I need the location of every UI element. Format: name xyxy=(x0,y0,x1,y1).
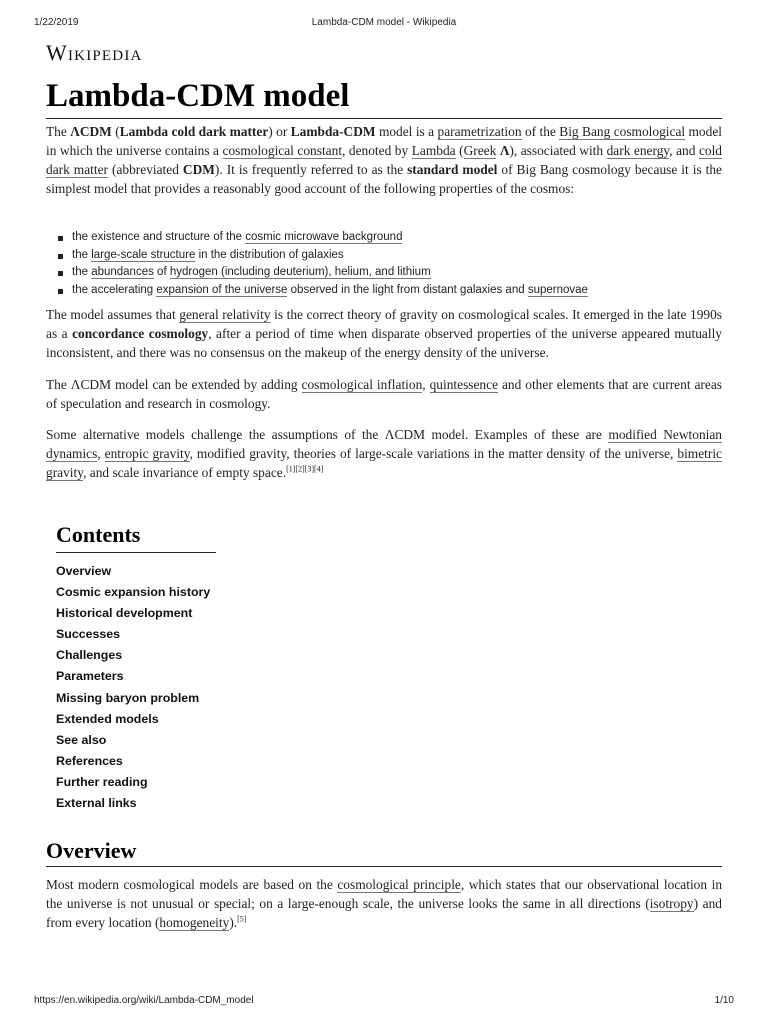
toc-item-challenges[interactable]: Challenges xyxy=(56,648,123,663)
print-url: https://en.wikipedia.org/wiki/Lambda-CDM_model xyxy=(34,995,254,1006)
citation-ref[interactable]: [5] xyxy=(237,914,247,924)
toc-item-historical-development[interactable]: Historical development xyxy=(56,606,193,621)
list-item: the abundances of hydrogen (including deuterium), helium, and lithium xyxy=(46,264,722,282)
print-footer xyxy=(0,995,768,1009)
link-isotropy[interactable]: isotropy xyxy=(649,896,694,911)
list-item: the large-scale structure in the distribution of galaxies xyxy=(46,247,722,265)
paragraph-alternatives: Some alternative models challenge the assumptions of the ΛCDM model. Examples of these are modified Newtonian dynamics, entropic gravity, modified gravity, theories of large-scale variations in the matter density of the universe, bimetric gravity, and scale invariance of empty space.[1][2][3][4] xyxy=(46,427,723,480)
toc-item-further-reading[interactable]: Further reading xyxy=(56,774,148,789)
link-nucleosynthesis[interactable]: hydrogen (including deuterium), helium, and lithium xyxy=(169,266,431,278)
link-homogeneity[interactable]: homogeneity xyxy=(159,915,230,930)
link-cosmological-principle[interactable]: cosmological principle xyxy=(337,877,461,892)
page-title: Lambda-CDM model xyxy=(46,76,722,119)
link-cold-dark-matter[interactable]: cold dark matter xyxy=(46,143,723,177)
table-of-contents xyxy=(56,520,226,814)
print-page-number: 1/10 xyxy=(714,995,734,1006)
properties-list xyxy=(46,229,722,299)
link-bimetric-gravity[interactable]: bimetric gravity xyxy=(46,446,722,480)
toc-item-external-links[interactable]: External links xyxy=(56,796,137,811)
list-item: the accelerating expansion of the universe observed in the light from distant galaxies and supernovae xyxy=(46,282,722,300)
paragraph-model-assumptions: The model assumes that general relativity is the correct theory of gravity on cosmological scales. It emerged in the late 1990s as a concordance cosmology, after a period of time when disparate observed properties of the universe appeared mutually inconsistent, and there was no consensus on the makeup of the energy density of the universe. xyxy=(46,307,723,360)
link-cosmological-constant[interactable]: cosmological constant xyxy=(222,143,343,158)
link-cmb[interactable]: cosmic microwave background xyxy=(245,231,403,243)
link-dark-energy[interactable]: dark energy xyxy=(606,143,670,158)
toc-item-missing-baryon-problem[interactable]: Missing baryon problem xyxy=(56,690,200,705)
toc-item-references[interactable]: References xyxy=(56,753,123,768)
link-mond[interactable]: modified Newtonian dynamics xyxy=(46,427,723,461)
link-abundances[interactable]: abundances xyxy=(91,266,154,278)
link-supernovae[interactable]: supernovae xyxy=(527,283,588,296)
intro-paragraph: The ΛCDM (Lambda cold dark matter) or Lambda-CDM model is a parametrization of the Big Bang cosmological model in which the universe contains a cosmological constant, denoted by Lambda (Greek Λ), associated with dark energy, and cold dark matter (abbreviated CDM). It is frequently referred to as the standard model of Big Bang cosmology because it is the simplest model that provides a reasonably good account of the following properties of the cosmos: xyxy=(46,124,723,196)
link-cosmological-inflation[interactable]: cosmological inflation xyxy=(301,377,423,392)
link-big-bang-cosmological[interactable]: Big Bang cosmological xyxy=(559,124,686,139)
link-large-scale-structure[interactable]: large-scale structure xyxy=(91,248,196,261)
section-heading-overview: Overview xyxy=(46,836,722,867)
citation-refs[interactable]: [1][2][3][4] xyxy=(286,464,324,474)
link-general-relativity[interactable]: general relativity xyxy=(179,307,271,322)
toc-item-overview[interactable]: Overview xyxy=(56,564,112,578)
print-date: 1/22/2019 xyxy=(34,17,79,28)
toc-item-parameters[interactable]: Parameters xyxy=(56,669,124,684)
wikipedia-wordmark: Wikipedia xyxy=(46,40,143,65)
toc-item-cosmic-expansion-history[interactable]: Cosmic expansion history xyxy=(56,585,211,600)
toc-item-see-also[interactable]: See also xyxy=(56,732,107,747)
link-greek[interactable]: Greek xyxy=(463,143,497,158)
print-page-title: Lambda-CDM model - Wikipedia xyxy=(311,17,457,28)
print-header xyxy=(0,17,768,31)
toc-item-successes[interactable]: Successes xyxy=(56,627,121,642)
link-lambda[interactable]: Lambda xyxy=(411,143,456,158)
toc-item-extended-models[interactable]: Extended models xyxy=(56,711,159,726)
list-item: the existence and structure of the cosmic microwave background xyxy=(46,229,722,247)
link-entropic-gravity[interactable]: entropic gravity xyxy=(104,446,190,461)
link-expansion[interactable]: expansion of the universe xyxy=(156,283,288,296)
paragraph-overview: Most modern cosmological models are based on the cosmological principle, which states that our observational location in the universe is not unusual or special; on a large-enough scale, the universe looks the same in all directions (isotropy) and from every location (homogeneity).[5] xyxy=(46,877,723,930)
link-parametrization[interactable]: parametrization xyxy=(437,124,522,139)
paragraph-extensions: The ΛCDM model can be extended by adding cosmological inflation, quintessence and other elements that are current areas of speculation and research in cosmology. xyxy=(46,377,722,411)
link-quintessence[interactable]: quintessence xyxy=(429,377,499,392)
toc-title: Contents xyxy=(56,520,216,553)
toc-list xyxy=(56,561,226,814)
